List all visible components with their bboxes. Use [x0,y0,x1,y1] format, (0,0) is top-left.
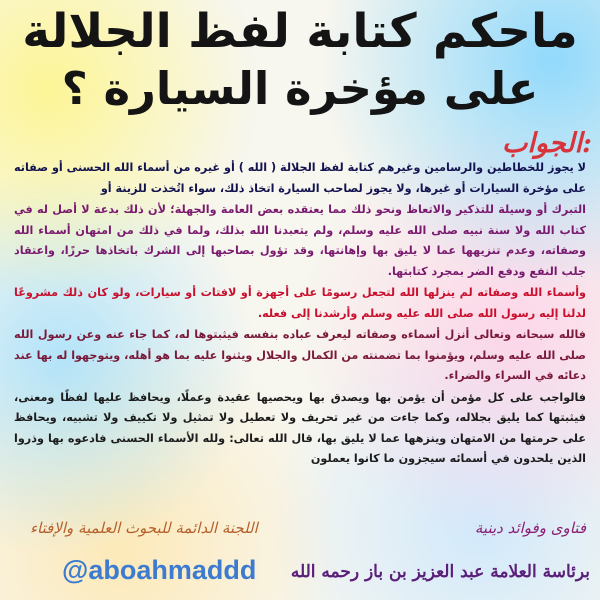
title-line-2: على مؤخرة السيارة ؟ [61,62,539,115]
committee-name: اللجنة الدائمة للبحوث العلمية والإفتاء [30,519,258,537]
social-handle[interactable]: @aboahmaddd [62,555,257,585]
paragraph-1: لا يجوز للخطاطين والرسامين وغيرهم كتابة لفظ الجلالة ( الله ) أو غيره من أسماء الله الحسنى أو صفاته على مؤخرة السيارات أو غيرها، ولا يجوز لصاحب السيارة اتخاذ ذلك، سواء اتُخذت للزينة أو [14,161,586,195]
paragraph-2: التبرك أو وسيلة للتذكير والاتعاظ ونحو ذلك مما يعتقده بعض العامة والجهلة؛ لأن ذلك بدعة لا أصل له في كتاب الله ولا سنة نبيه صلى الله عليه وسلم، ولم يتعبدنا الله بذلك، ولما في ذلك من امتهان أسماء الله وصفاته، وعدم تنزيهها عما لا يليق بها وإهانتها، وقد تؤول بصاحبها إلى الشرك باتخاذها حرزًا، واعتقاد جلب النفع ودفع الضر بمجرد كتابتها. [14,203,586,278]
paragraph-3: وأسماء الله وصفاته لم ينزلها الله لتجعل رسومًا على أجهزة أو لافتات أو سيارات، ولو كان ذلك مشروعًا لدلنا إليه رسول الله صلى الله عليه وسلم وأرشدنا إلى فعله. [14,286,586,320]
paragraph-4: فالله سبحانه وتعالى أنزل أسماءه وصفاته ليعرف عباده بنفسه فيثبتوها له، كما جاء عنه وعن رسول الله صلى الله عليه وسلم، ويؤمنوا بما تضمنته من الكمال والجلال ويثنوا عليه بما هو أهله، ويتوجهوا له بها عند دعائه في السراء والضراء. [14,328,586,382]
answer-label: الجواب: [502,128,592,159]
title-line-1: ماحكم كتابة لفظ الجلالة [22,4,578,59]
fatwa-tag: فتاوى وفوائد دينية [474,519,586,537]
scholar-credit: برئاسة العلامة عبد العزيز بن باز رحمه الله [290,562,590,582]
paragraph-5: فالواجب على كل مؤمن أن يؤمن بها ويصدق بها ويحصيها عقيدة وعملًا، ويحافظ عليها لفظًا ومعنى، فيثبتها كما يليق بجلاله، وكما جاءت من غير تحريف ولا تعطيل ولا تمثيل ولا تكييف ولا تشبيه، ويحافظ على حرمتها من الامتهان وينزهها عما لا يليق بها، قال الله تعالى: ولله الأسماء الحسنى فادعوه بها وذروا الذين يلحدون في أسمائه سيجزون ما كانوا يعملون [14,390,586,465]
answer-body [14,158,586,471]
